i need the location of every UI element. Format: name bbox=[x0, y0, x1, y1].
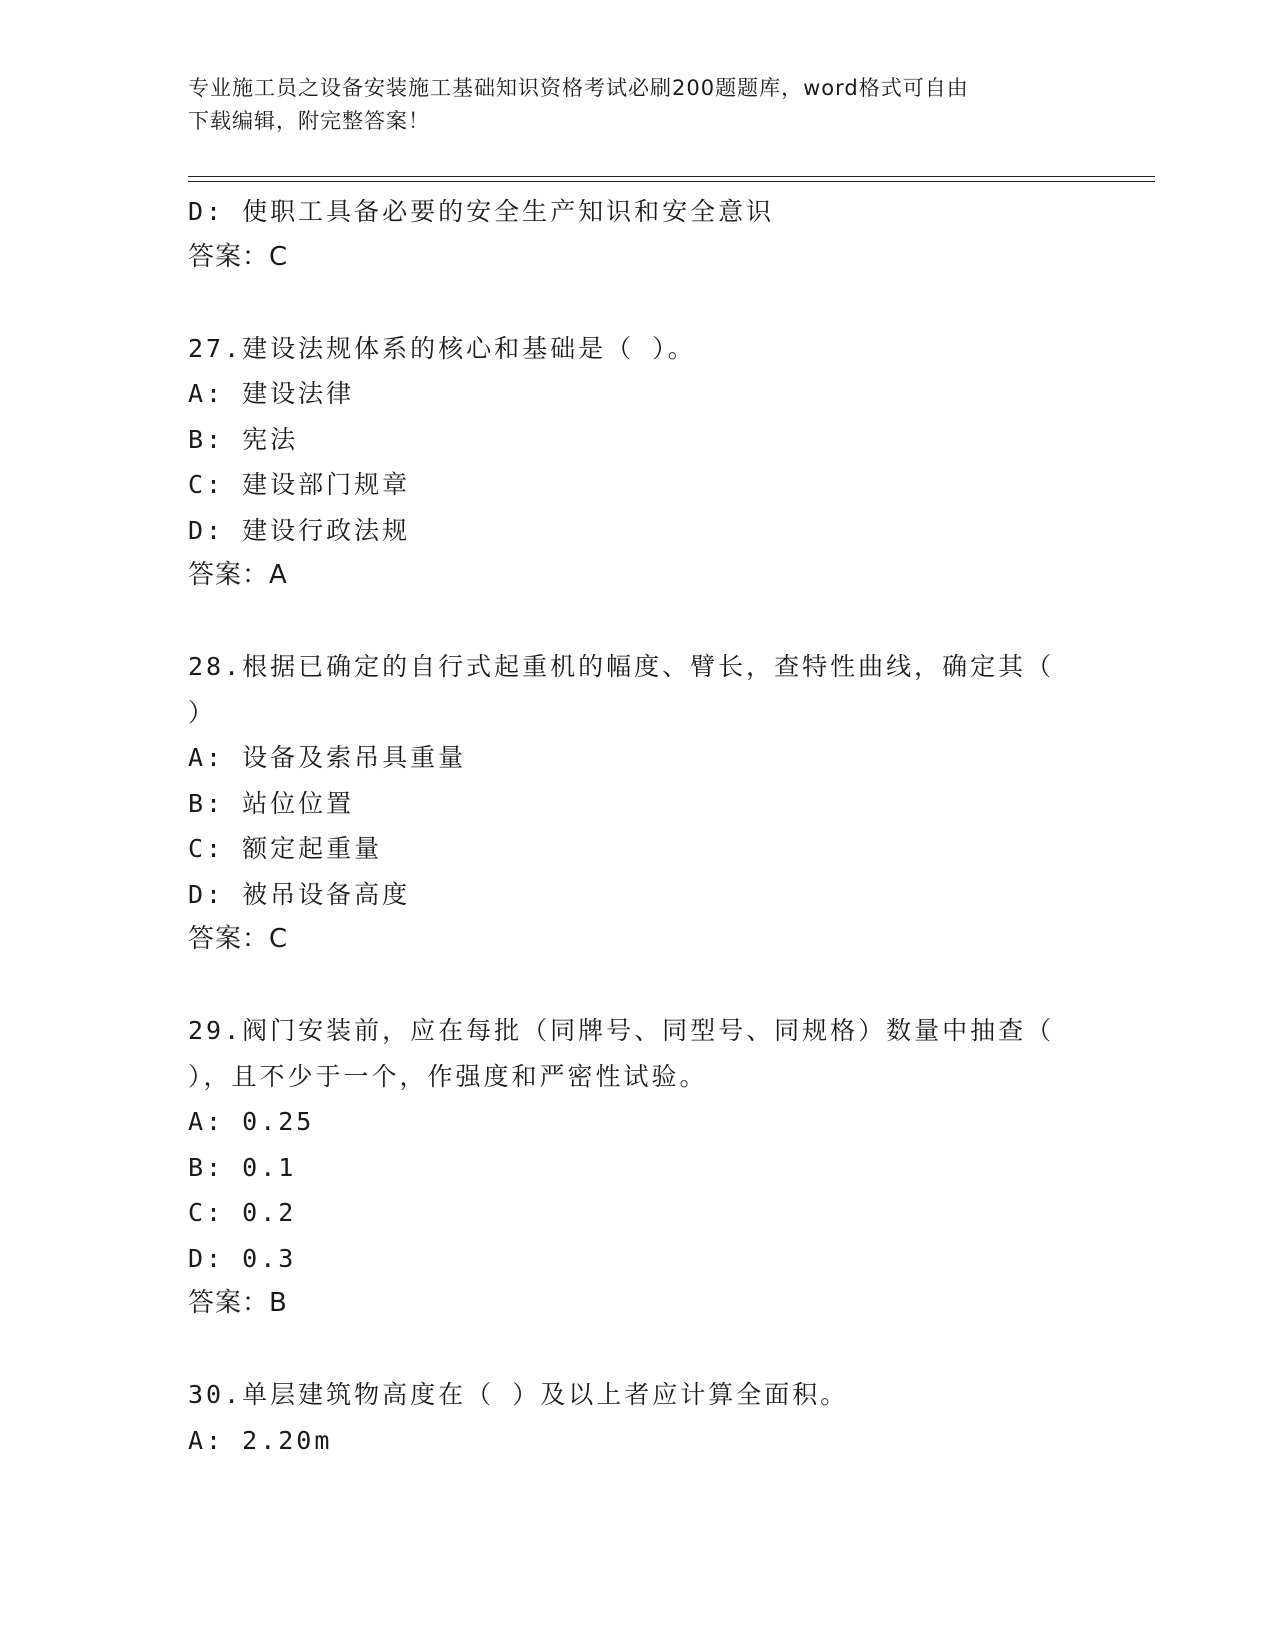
header-title-line-2: 下载编辑，附完整答案！ bbox=[188, 109, 430, 133]
document-header bbox=[188, 72, 1088, 138]
spacer bbox=[188, 1327, 1088, 1373]
question-27 bbox=[188, 326, 1088, 599]
option-c: C: 0.2 bbox=[188, 1198, 297, 1227]
header-divider-bottom bbox=[188, 181, 1155, 182]
question-28 bbox=[188, 644, 1088, 963]
question-26-fragment bbox=[188, 189, 1088, 280]
header-divider-top bbox=[188, 176, 1155, 177]
option-b: B: 宪法 bbox=[188, 424, 299, 454]
option-a: A: 2.20m bbox=[188, 1425, 333, 1455]
answer: 答案：B bbox=[188, 1288, 288, 1318]
option-a: A: 0.25 bbox=[188, 1107, 315, 1136]
question-29 bbox=[188, 1008, 1088, 1327]
question-text: 27.建设法规体系的核心和基础是（ ）。 bbox=[188, 333, 696, 363]
question-text-line-1: 28.根据已确定的自行式起重机的幅度、臂长，查特性曲线，确定其（ bbox=[188, 652, 1055, 681]
option-d: D: 建设行政法规 bbox=[188, 515, 411, 545]
option-c: C: 建设部门规章 bbox=[188, 470, 411, 499]
option-a: A: 设备及索吊具重量 bbox=[188, 743, 467, 772]
option-b: B: 0.1 bbox=[188, 1152, 297, 1182]
spacer bbox=[188, 599, 1088, 645]
question-30 bbox=[188, 1372, 1088, 1463]
spacer bbox=[188, 280, 1088, 326]
option-d: D: 使职工具备必要的安全生产知识和安全意识 bbox=[188, 197, 775, 226]
question-text-line-2: ），且不少于一个，作强度和严密性试验。 bbox=[188, 1061, 708, 1091]
option-d: D: 0.3 bbox=[188, 1243, 297, 1273]
option-a: A: 建设法律 bbox=[188, 379, 355, 408]
answer: 答案：C bbox=[188, 924, 289, 954]
question-text-line-1: 29.阀门安装前，应在每批（同牌号、同型号、同规格）数量中抽查（ bbox=[188, 1016, 1055, 1045]
option-c: C: 额定起重量 bbox=[188, 834, 383, 863]
question-text: 30.单层建筑物高度在（ ）及以上者应计算全面积。 bbox=[188, 1380, 849, 1409]
header-title-line-1: 专业施工员之设备安装施工基础知识资格考试必刷200题题库，word格式可自由 bbox=[188, 76, 969, 100]
question-list bbox=[188, 189, 1088, 1463]
spacer bbox=[188, 963, 1088, 1009]
answer: 答案：C bbox=[188, 241, 289, 272]
answer: 答案：A bbox=[188, 560, 288, 590]
question-text-line-2: ） bbox=[188, 697, 217, 727]
option-d: D: 被吊设备高度 bbox=[188, 879, 411, 909]
option-b: B: 站位位置 bbox=[188, 788, 355, 818]
